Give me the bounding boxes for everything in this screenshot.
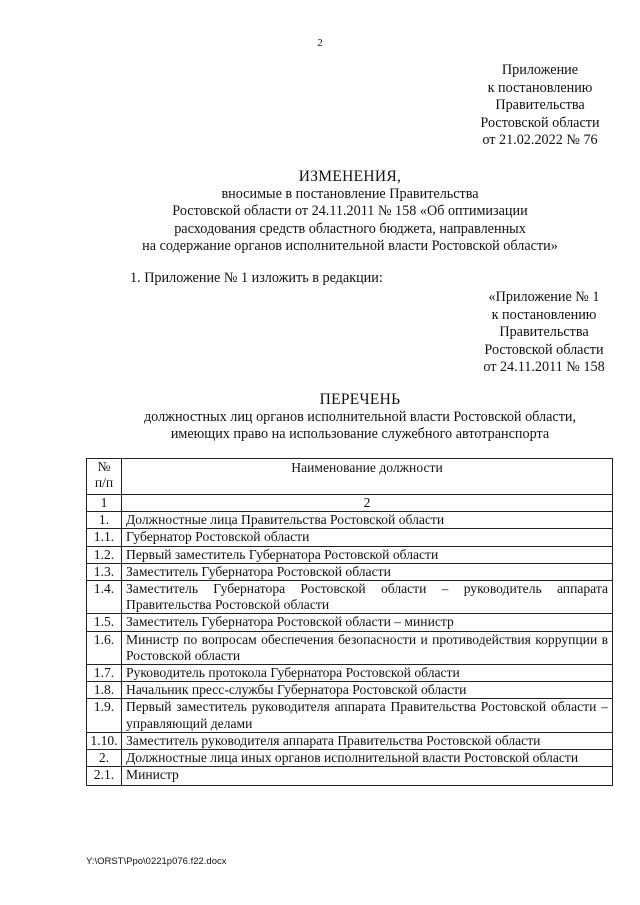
row-text: Начальник пресс-службы Губернатора Ростовской области [122,682,613,699]
table-row [87,581,613,614]
changes-title-line: на содержание органов исполнительной власти Ростовской области» [142,238,558,255]
table-header-row [87,459,613,495]
row-number: 1.1. [87,529,122,546]
row-number: 1.8. [87,682,122,699]
index-cell: 1 [87,495,122,512]
annex-inner-line: от 24.11.2011 № 158 [483,359,605,376]
row-text: Должностные лица иных органов исполнительной власти Ростовской области [122,750,613,767]
list-title-line: имеющих право на использование служебного автотранспорта [170,426,550,443]
table-row [87,767,613,786]
changes-title-line: вносимые в постановление Правительства [221,185,479,202]
page-number: 2 [317,37,323,49]
annex-header-line: Приложение [501,62,579,78]
index-cell: 2 [122,495,613,512]
row-text: Первый заместитель Губернатора Ростовской области [122,546,613,563]
table-row [87,699,613,732]
list-title [40,391,640,444]
row-text: Министр [122,767,613,786]
row-text: Заместитель Губернатора Ростовской области – министр [122,614,613,631]
row-text: Заместитель Губернатора Ростовской области [122,563,613,580]
header-number [87,459,122,495]
header-number-symbol: № [97,459,111,474]
row-text: Руководитель протокола Губернатора Ростовской области [122,665,613,682]
row-number: 1.7. [87,665,122,682]
table-row [87,682,613,699]
annex-header [440,62,640,150]
annex-inner-line: Ростовской области [484,341,604,358]
row-text: Заместитель Губернатора Ростовской области – руководитель аппарата Правительства Ростовской области [122,581,613,614]
row-number: 1.3. [87,563,122,580]
table-row [87,732,613,749]
row-number: 1. [87,512,122,529]
row-number: 1.5. [87,614,122,631]
changes-title-line: Ростовской области от 24.11.2011 № 158 «Об оптимизации [172,203,528,220]
table-row [87,614,613,631]
annex-header-line: Правительства [495,97,585,114]
row-text: Должностные лица Правительства Ростовской области [122,512,613,529]
annex-inner-line: Правительства [499,324,589,341]
annex-header-line: Ростовской области [480,114,600,131]
table-row [87,563,613,580]
positions-table [86,458,613,786]
annex-header-line: от 21.02.2022 № 76 [482,132,598,149]
header-position-name: Наименование должности [122,459,613,495]
row-number: 1.2. [87,546,122,563]
row-number: 1.6. [87,631,122,664]
changes-title [30,168,640,256]
row-number: 1.4. [87,581,122,614]
row-text: Первый заместитель руководителя аппарата Правительства Ростовской области – управляющий делами [122,699,613,732]
table-row [87,512,613,529]
table-row [87,665,613,682]
table-row [87,529,613,546]
row-number: 2.1. [87,767,122,786]
row-text: Заместитель руководителя аппарата Правительства Ростовской области [122,732,613,749]
table-row [87,546,613,563]
footer-file-path: Y:\ORST\Ppo\0221p076.f22.docx [86,856,227,867]
row-text: Губернатор Ростовской области [122,529,613,546]
list-heading: ПЕРЕЧЕНЬ [319,391,401,408]
annex-inner-line: к постановлению [491,306,597,323]
table-row [87,631,613,664]
annex-header-line: к постановлению [487,79,593,96]
table-row [87,750,613,767]
header-number-abbr: п/п [94,475,114,491]
annex-inner-line: «Приложение № 1 [488,289,600,305]
row-number: 1.10. [87,732,122,749]
row-number: 1.9. [87,699,122,732]
item-1-text: 1. Приложение № 1 изложить в редакции: [130,270,383,286]
row-number: 2. [87,750,122,767]
changes-heading: ИЗМЕНЕНИЯ, [298,168,402,185]
row-text: Министр по вопросам обеспечения безопасности и противодействия коррупции в Ростовской области [122,631,613,664]
table-index-row [87,495,613,512]
list-title-line: должностных лиц органов исполнительной власти Ростовской области, [143,408,577,425]
annex-inner [444,289,640,377]
changes-title-line: расходования средств областного бюджета, направленных [174,220,526,237]
